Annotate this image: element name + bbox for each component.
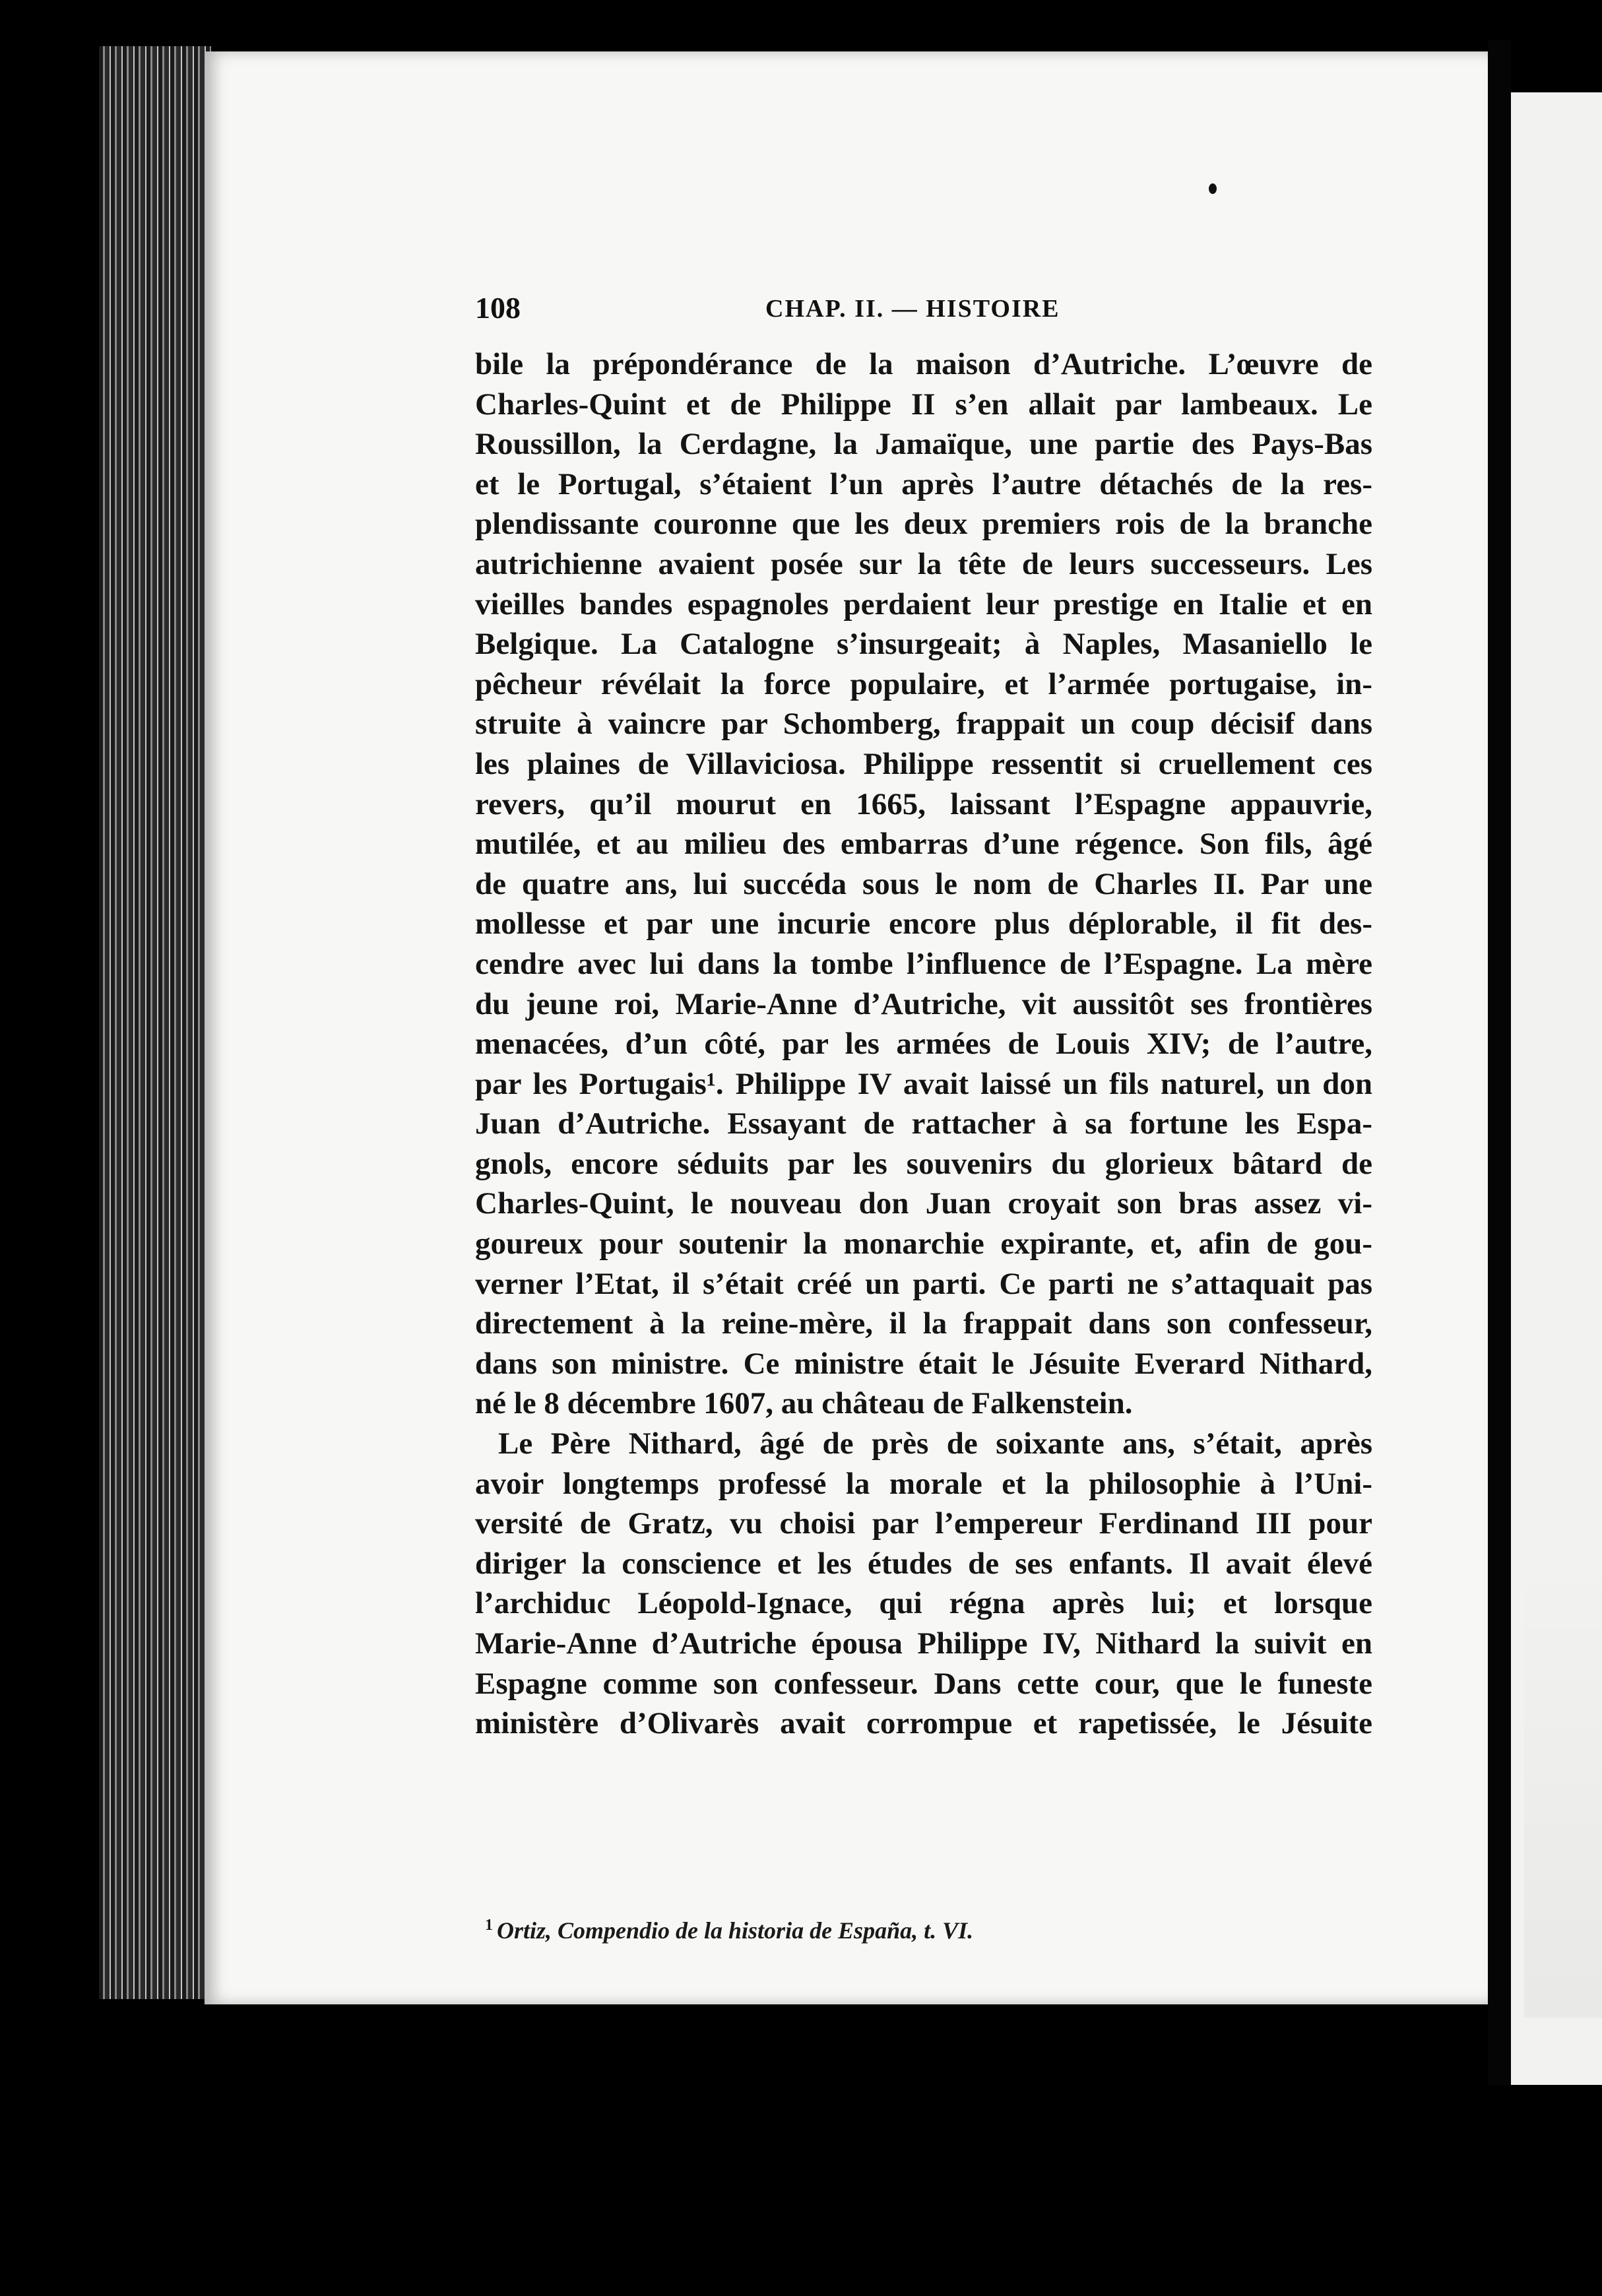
text-line: bile la prépondérance de la maison d’Autriche. L’œuvre de <box>475 347 1372 381</box>
gutter-shadow <box>1488 40 1511 2085</box>
body-text <box>475 344 1372 1744</box>
text-line: Roussillon, la Cerdagne, la Jamaïque, une partie des Pays-Bas <box>475 427 1372 462</box>
text-line: Marie-Anne d’Autriche épousa Philippe IV, Nithard la suivit en <box>475 1626 1372 1661</box>
text-line: mollesse et par une incurie encore plus déplorable, il fit des- <box>475 907 1372 941</box>
text-line: vieilles bandes espagnoles perdaient leur prestige en Italie et en <box>475 587 1372 622</box>
text-line: les plaines de Villaviciosa. Philippe ressentit si cruellement ces <box>475 746 1372 781</box>
text-line: avoir longtemps professé la morale et la philosophie à l’Uni- <box>475 1466 1372 1501</box>
show-through <box>1524 1556 1602 2018</box>
footnote-mark: 1 <box>485 1917 493 1934</box>
page-number: 108 <box>475 291 521 325</box>
text-line: cendre avec lui dans la tombe l’influence de l’Espagne. La mère <box>475 946 1372 981</box>
text-line: autrichienne avaient posée sur la tête de leurs successeurs. Les <box>475 546 1372 581</box>
text-line: diriger la conscience et les études de ses enfants. Il avait élevé <box>475 1546 1372 1581</box>
text-line: dans son ministre. Ce ministre était le Jésuite Everard Nithard, <box>475 1346 1372 1381</box>
text-line: plendissante couronne que les deux premiers rois de la branche <box>475 507 1372 542</box>
text-line: Juan d’Autriche. Essayant de rattacher à sa fortune les Espa- <box>475 1106 1372 1141</box>
text-line: et le Portugal, s’étaient l’un après l’autre détachés de la res- <box>475 466 1372 501</box>
text-line: Belgique. La Catalogne s’insurgeait; à Naples, Masaniello le <box>475 627 1372 662</box>
footnote <box>485 1917 973 1944</box>
text-line: Le Père Nithard, âgé de près de soixante ans, s’était, après <box>498 1426 1372 1461</box>
text-line: pêcheur révélait la force populaire, et l’armée portugaise, in- <box>475 666 1372 701</box>
text-line: gnols, encore séduits par les souvenirs du glorieux bâtard de <box>475 1146 1372 1181</box>
text-line: mutilée, et au milieu des embarras d’une régence. Son fils, âgé <box>475 827 1372 862</box>
text-line: Espagne comme son confesseur. Dans cette cour, que le funeste <box>475 1666 1372 1701</box>
text-line: directement à la reine-mère, il la frappait dans son confesseur, <box>475 1306 1372 1341</box>
text-line: goureux pour soutenir la monarchie expirante, et, afin de gou- <box>475 1227 1372 1261</box>
text-line: par les Portugais¹. Philippe IV avait laissé un fils naturel, un don <box>475 1066 1372 1101</box>
text-line: de quatre ans, lui succéda sous le nom de Charles II. Par une <box>475 866 1372 901</box>
text-line: du jeune roi, Marie-Anne d’Autriche, vit aussitôt ses frontières <box>475 986 1372 1021</box>
text-line: l’archiduc Léopold-Ignace, qui régna après lui; et lorsque <box>475 1586 1372 1621</box>
ink-speck <box>1209 183 1217 194</box>
text-line: Charles-Quint et de Philippe II s’en allait par lambeaux. Le <box>475 387 1372 422</box>
text-line: menacées, d’un côté, par les armées de Louis XIV; de l’autre, <box>475 1027 1372 1062</box>
running-head <box>475 290 1386 330</box>
text-line: ministère d’Olivarès avait corrompue et rapetissée, le Jésuite <box>475 1706 1372 1741</box>
text-line: verner l’Etat, il s’était créé un parti. Ce parti ne s’attaquait pas <box>475 1266 1372 1301</box>
text-line: struite à vaincre par Schomberg, frappait un coup décisif dans <box>475 707 1372 742</box>
text-line: Charles-Quint, le nouveau don Juan croyait son bras assez vi- <box>475 1186 1372 1221</box>
footnote-text: Ortiz, Compendio de la historia de España, t. VI. <box>497 1917 974 1944</box>
text-line: né le 8 décembre 1607, au château de Falkenstein. <box>475 1386 1133 1421</box>
text-line: revers, qu’il mourut en 1665, laissant l’Espagne appauvrie, <box>475 786 1372 821</box>
running-head-title: CHAP. II. — HISTOIRE <box>765 295 1060 323</box>
page-edges <box>99 46 211 1999</box>
text-line: versité de Gratz, vu choisi par l’empereur Ferdinand III pour <box>475 1506 1372 1541</box>
